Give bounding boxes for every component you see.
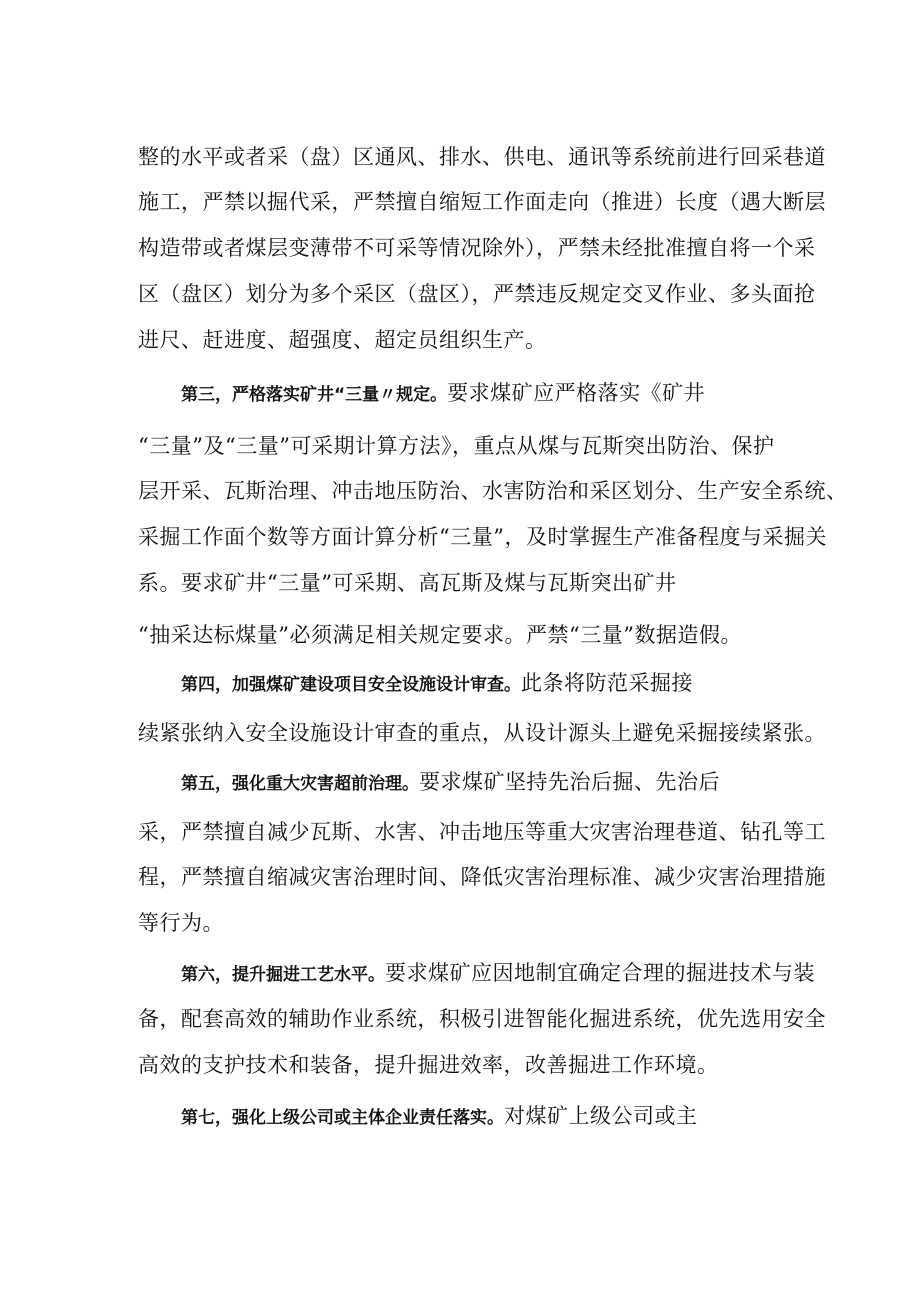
paragraph-line: 层开采、瓦斯治理、冲击地压防治、水害防治和采区划分、生产安全系统、 bbox=[138, 479, 848, 503]
paragraph-text: 此条将防范采掘接 bbox=[521, 671, 693, 695]
paragraph-first-line bbox=[181, 1101, 698, 1131]
paragraph-line: 系。要求矿井“三量”可采期、高瓦斯及煤与瓦斯突出矿井 bbox=[138, 571, 677, 595]
paragraph-text: 要求煤矿应因地制宜确定合理的掘进技术与装 bbox=[385, 961, 815, 985]
paragraph-heading: 第三，严格落实矿井“三量〃规定。 bbox=[181, 385, 448, 405]
paragraph-heading: 第五，强化重大灾害超前治理。 bbox=[181, 774, 419, 794]
paragraph-line: 区（盘区）划分为多个采区（盘区），严禁违反规定交叉作业、多头面抢 bbox=[138, 282, 816, 306]
paragraph-heading: 第四，加强煤矿建设项目安全设施设计审查。 bbox=[181, 675, 521, 695]
paragraph-text: 对煤矿上级公司或主 bbox=[504, 1104, 698, 1128]
paragraph-line: 构造带或者煤层变薄带不可采等情况除外），严禁未经批准擅自将一个采 bbox=[138, 236, 816, 260]
paragraph-line: 程，严禁擅自缩减灾害治理时间、降低灾害治理标准、减少灾害治理措施 bbox=[138, 865, 826, 889]
paragraph-first-line bbox=[181, 958, 815, 988]
paragraph-first-line bbox=[181, 378, 705, 408]
paragraph-line: “抽采达标煤量”必须满足相关规定要求。严禁“三量”数据造假。 bbox=[138, 623, 742, 647]
paragraph-line: 采掘工作面个数等方面计算分析“三量”，及时掌握生产准备程度与采掘关 bbox=[138, 525, 827, 549]
paragraph-heading: 第六，提升掘进工艺水平。 bbox=[181, 965, 385, 985]
paragraph-line: 续紧张纳入安全设施设计审查的重点，从设计源头上避免采掘接续紧张。 bbox=[138, 721, 826, 745]
paragraph-line: 整的水平或者采（盘）区通风、排水、供电、通讯等系统前进行回采巷道 bbox=[138, 145, 826, 169]
paragraph-heading: 第七，强化上级公司或主体企业责任落实。 bbox=[181, 1108, 504, 1128]
paragraph-first-line bbox=[181, 668, 693, 698]
paragraph-line: 进尺、赶进度、超强度、超定员组织生产。 bbox=[138, 328, 547, 352]
paragraph-line: 备，配套高效的辅助作业系统，积极引进智能化掘进系统，优先选用安全 bbox=[138, 1007, 826, 1031]
paragraph-line: 等行为。 bbox=[138, 911, 224, 935]
paragraph-line: “三量”及“三量”可采期计算方法》，重点从煤与瓦斯突出防治、保护 bbox=[138, 434, 775, 458]
paragraph-first-line bbox=[181, 767, 720, 797]
paragraph-line: 高效的支护技术和装备，提升掘进效率，改善掘进工作环境。 bbox=[138, 1053, 719, 1077]
paragraph-text: 要求煤矿坚持先治后掘、先治后 bbox=[419, 770, 720, 794]
paragraph-line: 采，严禁擅自减少瓦斯、水害、冲击地压等重大灾害治理巷道、钻孔等工 bbox=[138, 820, 826, 844]
paragraph-line: 施工，严禁以掘代采，严禁擅自缩短工作面走向（推进）长度（遇大断层 bbox=[138, 190, 826, 214]
paragraph-text: 要求煤矿应严格落实《矿井 bbox=[447, 381, 706, 405]
